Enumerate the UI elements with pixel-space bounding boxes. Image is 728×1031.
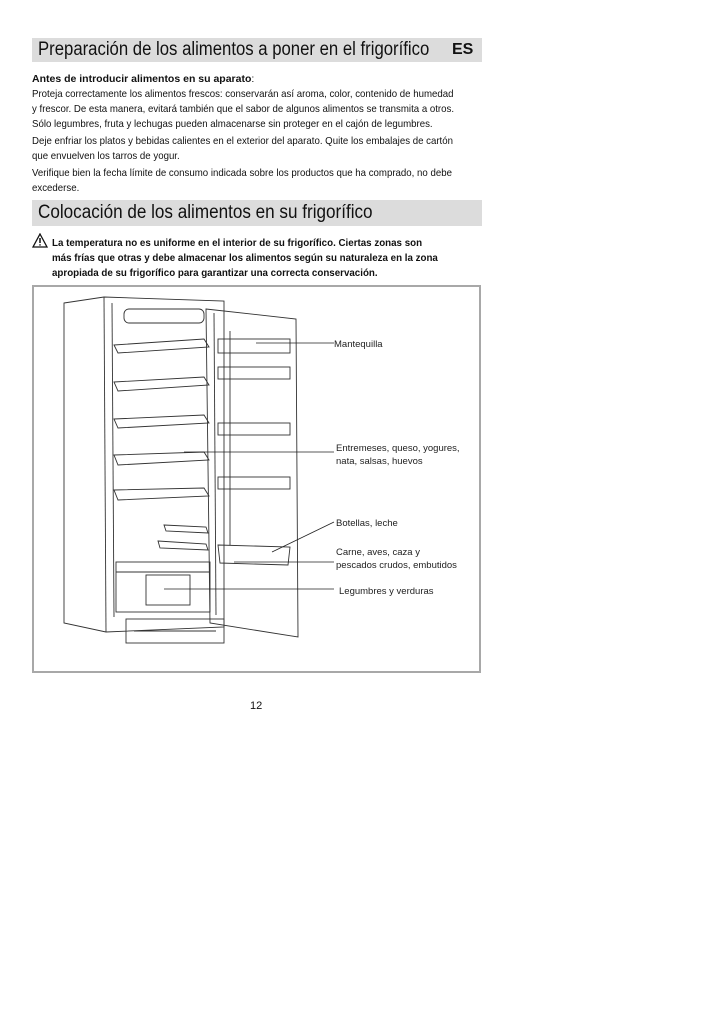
intro-line: Proteja correctamente los alimentos frescos: conservarán así aroma, color, contenido de humedad	[32, 88, 454, 100]
label-meat-line1: Carne, aves, caza y	[336, 547, 420, 558]
intro-heading	[32, 72, 254, 87]
fridge-figure	[32, 285, 481, 673]
label-bottles: Botellas, leche	[336, 518, 398, 529]
intro-line: excederse.	[32, 182, 80, 194]
label-vegetables: Legumbres y verduras	[339, 586, 434, 597]
warning-icon	[32, 233, 48, 248]
page-title: Preparación de los alimentos a poner en el frigorífico	[38, 39, 430, 60]
intro-line: Verifique bien la fecha límite de consumo indicada sobre los productos que ha comprado, no debe	[32, 167, 452, 179]
label-deli-line1: Entremeses, queso, yogures,	[336, 443, 460, 454]
label-meat-line2: pescados crudos, embutidos	[336, 560, 457, 571]
language-code: ES	[452, 41, 474, 58]
label-deli-line2: nata, salsas, huevos	[336, 456, 423, 467]
warning-line: La temperatura no es uniforme en el interior de su frigorífico. Ciertas zonas son	[52, 237, 423, 249]
fridge-illustration	[34, 287, 479, 671]
intro-heading-colon: :	[251, 73, 255, 85]
intro-line: Sólo legumbres, fruta y lechugas pueden almacenarse sin proteger en el cajón de legumbres.	[32, 118, 433, 130]
intro-heading-bold: Antes de introducir alimentos en su aparato	[32, 73, 252, 85]
intro-line: que envuelven los tarros de yogur.	[32, 150, 180, 162]
warning-line: más frías que otras y debe almacenar los alimentos según su naturaleza en la zona	[52, 252, 438, 264]
intro-line: Deje enfriar los platos y bebidas calientes en el exterior del aparato. Quite los embalajes de cartón	[32, 135, 453, 147]
section-title: Colocación de los alimentos en su frigorífico	[38, 202, 373, 223]
warning-text	[52, 236, 467, 281]
intro-line: y frescor. De esta manera, evitará también que el sabor de algunos alimentos se transmita a otros.	[32, 103, 455, 115]
page-number: 12	[250, 700, 263, 712]
warning-line: apropiada de su frigorífico para garantizar una correcta conservación.	[52, 267, 378, 279]
label-butter: Mantequilla	[334, 339, 383, 350]
